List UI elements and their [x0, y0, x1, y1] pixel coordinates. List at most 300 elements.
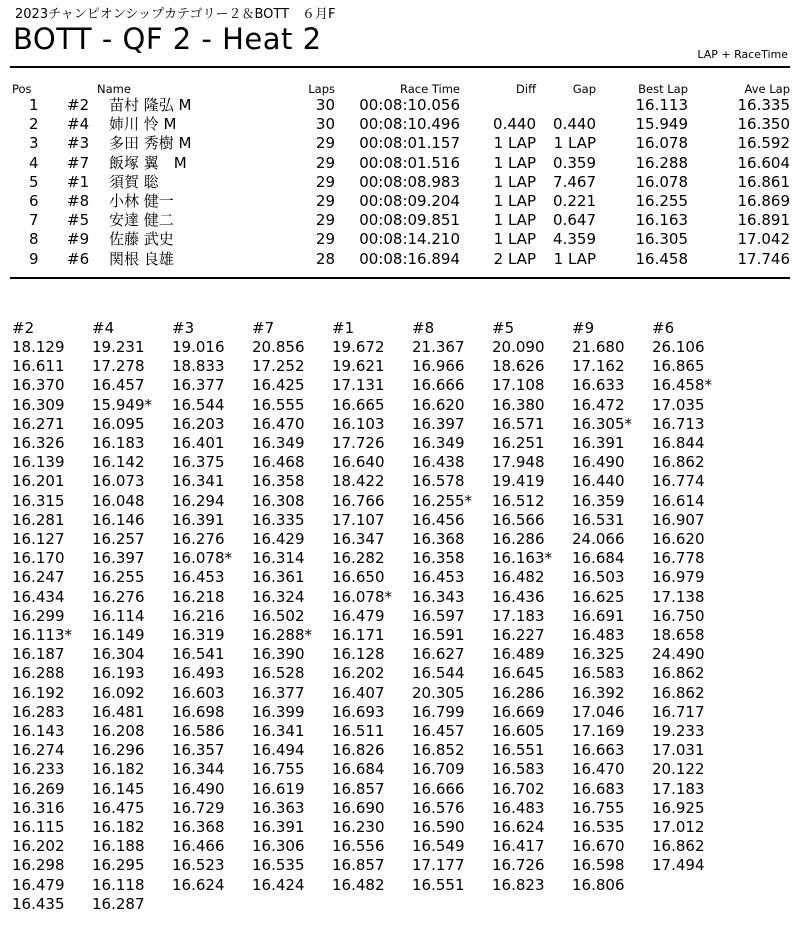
- lap-time-cell: 16.187: [12, 645, 65, 664]
- lap-time-cell: 16.624: [492, 818, 545, 837]
- lap-row: [12, 741, 732, 760]
- lap-row: [12, 588, 732, 607]
- lap-time-cell: 16.391: [252, 818, 305, 837]
- lap-times-table: [12, 319, 732, 914]
- driver-name-cell: 小林 健一: [109, 192, 174, 211]
- gap-cell: 1 LAP: [553, 134, 596, 153]
- position-cell: 1: [29, 96, 39, 114]
- lap-time-cell: 16.702: [492, 779, 545, 798]
- lap-time-cell: 16.670: [572, 837, 625, 856]
- lap-time-cell: 16.620: [412, 395, 465, 414]
- lap-time-cell: 19.672: [332, 338, 385, 356]
- lap-time-cell: 17.169: [572, 722, 625, 741]
- lap-time-cell: 16.489: [492, 645, 545, 664]
- lap-time-cell: 16.392: [572, 683, 625, 702]
- lap-time-cell: 16.208: [92, 722, 145, 741]
- lap-time-cell: 16.146: [92, 510, 145, 529]
- lap-time-cell: 19.621: [332, 357, 385, 376]
- best-lap-cell: 16.288: [635, 153, 688, 172]
- lap-time-cell: [652, 895, 732, 914]
- lap-time-cell: 16.551: [492, 741, 545, 760]
- lap-time-cell: 16.717: [652, 702, 705, 721]
- lap-time-cell: 15.949*: [92, 395, 152, 414]
- lap-times-header-row: [12, 319, 732, 338]
- lap-column-header: #3: [172, 319, 195, 337]
- lap-time-cell: 16.324: [252, 587, 305, 606]
- lap-time-cell: 16.425: [252, 376, 305, 395]
- column-header-race-time: Race Time: [400, 82, 460, 96]
- gap-cell: 4.359: [553, 230, 596, 249]
- lap-time-cell: 17.948: [492, 453, 545, 472]
- lap-time-cell: 17.183: [652, 779, 705, 798]
- lap-time-cell: 16.048: [92, 491, 145, 510]
- lap-time-cell: 16.341: [252, 722, 305, 741]
- lap-time-cell: [412, 895, 492, 914]
- lap-time-cell: 16.359: [572, 491, 625, 510]
- lap-time-cell: 16.397: [412, 414, 465, 433]
- lap-time-cell: 16.479: [332, 606, 385, 625]
- lap-time-cell: 19.231: [92, 338, 145, 356]
- lap-time-cell: [652, 876, 732, 895]
- lap-time-cell: 16.128: [332, 645, 385, 664]
- diff-cell: 1 LAP: [493, 192, 536, 211]
- lap-column-header: #8: [412, 319, 435, 337]
- lap-time-cell: 17.046: [572, 702, 625, 721]
- kart-number-cell: #9: [67, 230, 90, 249]
- lap-time-cell: 16.583: [492, 760, 545, 779]
- ave-lap-cell: 16.869: [737, 192, 790, 211]
- lap-time-cell: 16.440: [572, 472, 625, 491]
- column-header-laps: Laps: [308, 82, 335, 96]
- lap-time-cell: 26.106: [652, 338, 705, 356]
- lap-time-cell: 16.343: [412, 587, 465, 606]
- column-header-name: Name: [97, 82, 131, 96]
- lap-time-cell: 16.397: [92, 549, 145, 568]
- driver-name-cell: 安達 健二: [109, 211, 174, 230]
- lap-time-cell: 16.073: [92, 472, 145, 491]
- lap-time-cell: 16.401: [172, 434, 225, 453]
- race-time-cell: 00:08:01.157: [359, 134, 460, 153]
- result-row: [12, 230, 790, 249]
- lap-time-cell: 16.466: [172, 837, 225, 856]
- lap-time-cell: 16.188: [92, 837, 145, 856]
- result-row: [12, 115, 790, 134]
- lap-time-cell: 16.479: [12, 875, 65, 894]
- lap-time-cell: 16.766: [332, 491, 385, 510]
- lap-time-cell: 16.614: [652, 491, 705, 510]
- lap-time-cell: 16.531: [572, 510, 625, 529]
- result-row: [12, 192, 790, 211]
- kart-number-cell: #1: [67, 172, 90, 191]
- lap-time-cell: 16.511: [332, 722, 385, 741]
- position-cell: 5: [29, 172, 39, 191]
- lap-time-cell: 16.325: [572, 645, 625, 664]
- lap-row: [12, 760, 732, 779]
- lap-time-cell: 16.475: [92, 798, 145, 817]
- lap-time-cell: 16.286: [492, 683, 545, 702]
- lap-time-cell: 17.177: [412, 856, 465, 875]
- lap-time-cell: 16.865: [652, 357, 705, 376]
- lap-column-header: #5: [492, 319, 515, 337]
- lap-time-cell: 18.129: [12, 338, 65, 356]
- result-row: [12, 134, 790, 153]
- lap-time-cell: 16.862: [652, 683, 705, 702]
- lap-time-cell: 16.368: [172, 818, 225, 837]
- position-cell: 7: [29, 211, 39, 230]
- lap-time-cell: 16.358: [252, 472, 305, 491]
- lap-time-cell: 16.257: [92, 530, 145, 549]
- lap-time-cell: 16.726: [492, 856, 545, 875]
- laps-cell: 29: [315, 153, 335, 172]
- lap-column-header: #1: [332, 319, 355, 337]
- lap-time-cell: 16.470: [252, 414, 305, 433]
- driver-name-cell: 須賀 聡: [109, 172, 159, 191]
- lap-time-cell: 16.276: [172, 530, 225, 549]
- gap-cell: 0.221: [553, 192, 596, 211]
- lap-time-cell: 16.193: [92, 664, 145, 683]
- lap-time-cell: 16.457: [92, 376, 145, 395]
- lap-row: [12, 357, 732, 376]
- lap-column-header: #6: [652, 319, 675, 337]
- race-time-cell: 00:08:16.894: [359, 249, 460, 268]
- lap-time-cell: 16.182: [92, 818, 145, 837]
- lap-time-cell: 16.363: [252, 798, 305, 817]
- lap-column-header: #2: [12, 319, 35, 337]
- lap-time-cell: [252, 895, 332, 914]
- lap-time-cell: 16.315: [12, 491, 65, 510]
- diff-cell: 1 LAP: [493, 211, 536, 230]
- ave-lap-cell: 16.861: [737, 172, 790, 191]
- gap-cell: 0.647: [553, 211, 596, 230]
- result-row: [12, 154, 790, 173]
- best-lap-cell: 16.305: [635, 230, 688, 249]
- race-time-cell: 00:08:01.516: [359, 153, 460, 172]
- lap-time-cell: 16.666: [412, 779, 465, 798]
- lap-time-cell: 16.276: [92, 587, 145, 606]
- kart-number-cell: #3: [67, 134, 90, 153]
- lap-row: [12, 568, 732, 587]
- position-cell: 9: [29, 249, 39, 268]
- driver-name-cell: 苗村 隆弘 M: [109, 96, 192, 114]
- lap-time-cell: 16.555: [252, 395, 305, 414]
- lap-time-cell: 16.750: [652, 606, 705, 625]
- lap-row: [12, 722, 732, 741]
- ave-lap-cell: 16.350: [737, 115, 790, 134]
- lap-time-cell: 16.282: [332, 549, 385, 568]
- lap-time-cell: 16.361: [252, 568, 305, 587]
- lap-time-cell: 16.216: [172, 606, 225, 625]
- lap-time-cell: 16.335: [252, 510, 305, 529]
- lap-time-cell: 16.576: [412, 798, 465, 817]
- lap-time-cell: 16.171: [332, 626, 385, 645]
- lap-time-cell: 16.294: [172, 491, 225, 510]
- lap-time-cell: 16.377: [172, 376, 225, 395]
- lap-time-cell: 19.419: [492, 472, 545, 491]
- lap-time-cell: 17.278: [92, 357, 145, 376]
- lap-row: [12, 664, 732, 683]
- lap-time-cell: 16.665: [332, 395, 385, 414]
- lap-time-cell: 16.286: [492, 530, 545, 549]
- lap-time-cell: 17.162: [572, 357, 625, 376]
- lap-row: [12, 415, 732, 434]
- lap-time-cell: 16.309: [12, 395, 65, 414]
- lap-time-cell: 16.429: [252, 530, 305, 549]
- lap-time-cell: 16.482: [492, 568, 545, 587]
- results-header-row: [12, 81, 790, 96]
- lap-time-cell: 16.551: [412, 875, 465, 894]
- lap-time-cell: 16.482: [332, 875, 385, 894]
- lap-time-cell: 16.650: [332, 568, 385, 587]
- lap-time-cell: 16.113*: [12, 626, 72, 645]
- lap-time-cell: 19.016: [172, 338, 225, 356]
- column-header-diff: Diff: [516, 82, 536, 96]
- lap-time-cell: 16.287: [92, 894, 145, 913]
- lap-time-cell: 16.370: [12, 376, 65, 395]
- lap-time-cell: 17.726: [332, 434, 385, 453]
- top-divider: [10, 66, 790, 68]
- lap-time-cell: 16.349: [412, 434, 465, 453]
- lap-time-cell: 16.605: [492, 722, 545, 741]
- lap-time-cell: 16.269: [12, 779, 65, 798]
- lap-time-cell: 21.367: [412, 338, 465, 356]
- lap-row: [12, 376, 732, 395]
- position-cell: 4: [29, 153, 39, 172]
- laps-cell: 30: [315, 96, 335, 114]
- laps-cell: 29: [315, 192, 335, 211]
- lap-time-cell: 16.458*: [652, 376, 712, 395]
- best-lap-cell: 15.949: [635, 115, 688, 134]
- lap-time-cell: 16.368: [412, 530, 465, 549]
- lap-time-cell: 16.490: [172, 779, 225, 798]
- kart-number-cell: #5: [67, 211, 90, 230]
- lap-time-cell: 16.619: [252, 779, 305, 798]
- lap-time-cell: 16.438: [412, 453, 465, 472]
- lap-time-cell: 16.729: [172, 798, 225, 817]
- lap-time-cell: 20.122: [652, 760, 705, 779]
- lap-time-cell: 16.755: [572, 798, 625, 817]
- gap-cell: 7.467: [553, 172, 596, 191]
- lap-time-cell: 16.597: [412, 606, 465, 625]
- lap-row: [12, 818, 732, 837]
- lap-time-cell: 16.528: [252, 664, 305, 683]
- lap-time-cell: 16.663: [572, 741, 625, 760]
- lap-time-cell: 16.319: [172, 626, 225, 645]
- lap-time-cell: 18.833: [172, 357, 225, 376]
- lap-row: [12, 799, 732, 818]
- lap-row: [12, 472, 732, 491]
- lap-time-cell: 16.624: [172, 875, 225, 894]
- result-row: [12, 211, 790, 230]
- result-row: [12, 173, 790, 192]
- lap-row: [12, 607, 732, 626]
- lap-time-cell: 17.183: [492, 606, 545, 625]
- lap-time-cell: 16.457: [412, 722, 465, 741]
- results-table: [12, 81, 790, 269]
- race-time-cell: 00:08:09.851: [359, 211, 460, 230]
- lap-row: [12, 453, 732, 472]
- lap-time-cell: 16.380: [492, 395, 545, 414]
- lap-time-cell: 16.143: [12, 722, 65, 741]
- lap-time-cell: 16.390: [252, 645, 305, 664]
- lap-time-cell: 16.806: [572, 875, 625, 894]
- lap-time-cell: 16.862: [652, 664, 705, 683]
- lap-time-cell: 16.925: [652, 798, 705, 817]
- lap-row: [12, 856, 732, 875]
- lap-time-cell: 16.503: [572, 568, 625, 587]
- lap-time-cell: 17.107: [332, 510, 385, 529]
- lap-time-cell: 16.255*: [412, 491, 472, 510]
- lap-time-cell: 16.690: [332, 798, 385, 817]
- lap-time-cell: 16.326: [12, 434, 65, 453]
- gap-cell: [536, 96, 596, 115]
- lap-time-cell: 18.658: [652, 626, 705, 645]
- position-cell: 3: [29, 134, 39, 153]
- lap-time-cell: 17.494: [652, 856, 705, 875]
- lap-time-cell: 16.755: [252, 760, 305, 779]
- lap-time-cell: 16.349: [252, 434, 305, 453]
- lap-time-cell: 16.625: [572, 587, 625, 606]
- lap-time-cell: 16.684: [572, 549, 625, 568]
- lap-time-cell: 16.857: [332, 856, 385, 875]
- lap-row: [12, 684, 732, 703]
- lap-time-cell: 16.391: [172, 510, 225, 529]
- diff-cell: 0.440: [493, 115, 536, 134]
- page-title: BOTT - QF 2 - Heat 2: [13, 22, 322, 56]
- lap-time-cell: 16.436: [492, 587, 545, 606]
- lap-time-cell: 16.483: [572, 626, 625, 645]
- driver-name-cell: 関根 良雄: [109, 249, 174, 268]
- lap-time-cell: [172, 895, 252, 914]
- lap-time-cell: 16.078*: [172, 549, 232, 568]
- ave-lap-cell: 16.592: [737, 134, 790, 153]
- lap-time-cell: 16.344: [172, 760, 225, 779]
- column-header-number: [67, 81, 97, 96]
- position-cell: 8: [29, 230, 39, 249]
- lap-time-cell: 16.535: [252, 856, 305, 875]
- lap-time-cell: 16.966: [412, 357, 465, 376]
- lap-time-cell: 16.683: [572, 779, 625, 798]
- diff-cell: 2 LAP: [493, 249, 536, 268]
- lap-time-cell: 16.296: [92, 741, 145, 760]
- lap-time-cell: 16.591: [412, 626, 465, 645]
- kart-number-cell: #2: [67, 96, 90, 114]
- lap-time-cell: 16.375: [172, 453, 225, 472]
- lap-time-cell: 16.633: [572, 376, 625, 395]
- lap-time-cell: 16.523: [172, 856, 225, 875]
- lap-time-cell: 16.590: [412, 818, 465, 837]
- lap-time-cell: 16.494: [252, 741, 305, 760]
- driver-name-cell: 飯塚 翼 M: [109, 153, 187, 172]
- lap-time-cell: 16.227: [492, 626, 545, 645]
- lap-time-cell: 16.857: [332, 779, 385, 798]
- lap-time-cell: 16.230: [332, 818, 385, 837]
- lap-time-cell: 16.424: [252, 875, 305, 894]
- best-lap-cell: 16.163: [635, 211, 688, 230]
- laps-cell: 29: [315, 172, 335, 191]
- lap-time-cell: 16.620: [652, 530, 705, 549]
- driver-name-cell: 多田 秀樹 M: [109, 134, 192, 153]
- lap-time-cell: 16.341: [172, 472, 225, 491]
- lap-time-cell: 16.844: [652, 434, 705, 453]
- laps-cell: 28: [315, 249, 335, 268]
- position-cell: 2: [29, 115, 39, 134]
- lap-time-cell: 16.468: [252, 453, 305, 472]
- lap-time-cell: 16.544: [172, 395, 225, 414]
- race-time-cell: 00:08:10.496: [359, 115, 460, 134]
- lap-time-cell: 16.502: [252, 606, 305, 625]
- lap-row: [12, 511, 732, 530]
- lap-time-cell: 16.586: [172, 722, 225, 741]
- lap-time-cell: 16.299: [12, 606, 65, 625]
- lap-time-cell: 16.640: [332, 453, 385, 472]
- lap-time-cell: 16.684: [332, 760, 385, 779]
- lap-time-cell: 16.233: [12, 760, 65, 779]
- lap-time-cell: 17.012: [652, 818, 705, 837]
- lap-time-cell: 16.139: [12, 453, 65, 472]
- lap-time-cell: 16.201: [12, 472, 65, 491]
- ave-lap-cell: 17.042: [737, 230, 790, 249]
- lap-time-cell: 16.218: [172, 587, 225, 606]
- lap-time-cell: 24.490: [652, 645, 705, 664]
- lap-time-cell: 16.247: [12, 568, 65, 587]
- lap-row: [12, 338, 732, 357]
- lap-time-cell: 16.145: [92, 779, 145, 798]
- race-time-cell: 00:08:09.204: [359, 192, 460, 211]
- lap-time-cell: 16.483: [492, 798, 545, 817]
- lap-time-cell: 16.571: [492, 414, 545, 433]
- lap-time-cell: 16.862: [652, 837, 705, 856]
- lap-time-cell: 16.347: [332, 530, 385, 549]
- lap-time-cell: 16.251: [492, 434, 545, 453]
- lap-time-cell: 16.481: [92, 702, 145, 721]
- race-time-cell: 00:08:08.983: [359, 172, 460, 191]
- lap-time-cell: 18.422: [332, 472, 385, 491]
- lap-time-cell: 16.603: [172, 683, 225, 702]
- lap-time-cell: 16.295: [92, 856, 145, 875]
- lap-time-cell: 16.115: [12, 818, 65, 837]
- lap-time-cell: 16.544: [412, 664, 465, 683]
- lap-time-cell: 16.709: [412, 760, 465, 779]
- legend-label: LAP + RaceTime: [697, 48, 788, 61]
- lap-row: [12, 645, 732, 664]
- lap-row: [12, 626, 732, 645]
- gap-cell: 1 LAP: [553, 249, 596, 268]
- lap-time-cell: 16.453: [172, 568, 225, 587]
- column-header-pos: Pos: [12, 82, 32, 96]
- lap-time-cell: 16.541: [172, 645, 225, 664]
- lap-row: [12, 876, 732, 895]
- lap-time-cell: 16.472: [572, 395, 625, 414]
- lap-time-cell: 16.298: [12, 856, 65, 875]
- lap-time-cell: 17.108: [492, 376, 545, 395]
- kart-number-cell: #7: [67, 153, 90, 172]
- laps-cell: 29: [315, 134, 335, 153]
- lap-time-cell: 16.288: [12, 664, 65, 683]
- lap-time-cell: 16.308: [252, 491, 305, 510]
- lap-time-cell: 18.626: [492, 357, 545, 376]
- lap-row: [12, 549, 732, 568]
- gap-cell: 0.359: [553, 153, 596, 172]
- lap-column-header: #7: [252, 319, 275, 337]
- ave-lap-cell: 16.335: [737, 96, 790, 114]
- lap-time-cell: 16.666: [412, 376, 465, 395]
- lap-time-cell: 16.435: [12, 894, 65, 913]
- lap-time-cell: 16.598: [572, 856, 625, 875]
- lap-time-cell: 17.035: [652, 395, 705, 414]
- lap-row: [12, 492, 732, 511]
- column-header-best-lap: Best Lap: [638, 82, 688, 96]
- lap-time-cell: 16.583: [572, 664, 625, 683]
